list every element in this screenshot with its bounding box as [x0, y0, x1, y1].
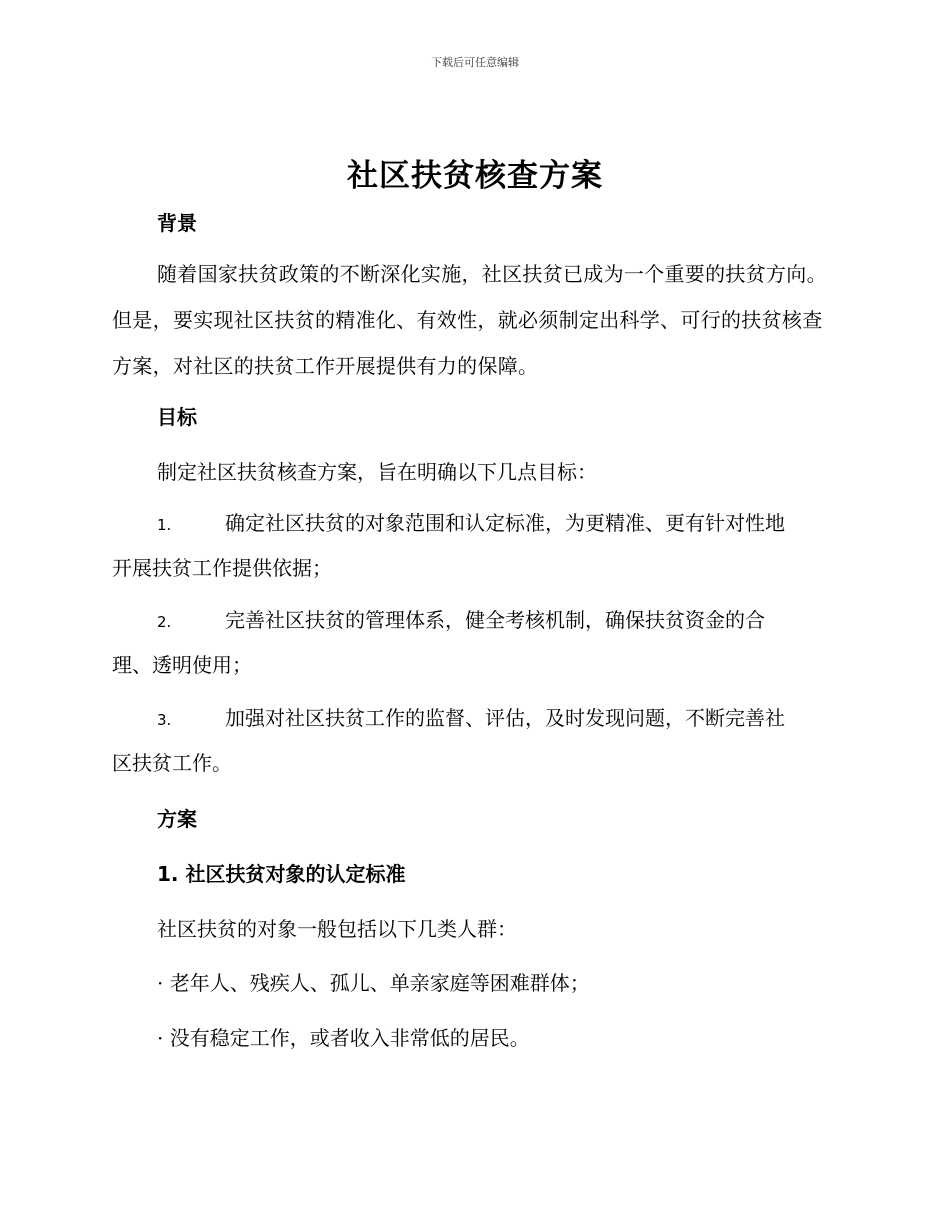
goal-text-line1: 完善社区扶贫的管理体系，健全考核机制，确保扶贫资金的合	[225, 608, 765, 632]
goal-number: 3.	[157, 711, 172, 729]
background-paragraph: 随着国家扶贫政策的不断深化实施，社区扶贫已成为一个重要的扶贫方向。但是，要实现社区扶贫的精准化、有效性，就必须制定出科学、可行的扶贫核查方案，对社区的扶贫工作开展提供有力的保障。	[112, 262, 827, 378]
goal-text-line2: 开展扶贫工作提供依据；	[112, 556, 332, 580]
goal-text-line2: 理、透明使用；	[112, 653, 252, 677]
section-heading-plan: 方案	[157, 807, 197, 831]
goal-item-1	[112, 502, 842, 590]
goals-intro: 制定社区扶贫核查方案，旨在明确以下几点目标：	[157, 460, 597, 484]
page-header-note: 下载后可任意编辑	[431, 56, 519, 69]
section-heading-background: 背景	[157, 211, 197, 235]
plan-bullet-1: · 老年人、残疾人、孤儿、单亲家庭等困难群体；	[157, 971, 590, 995]
goal-item-2	[112, 599, 842, 687]
plan-subheading-1: 1. 社区扶贫对象的认定标准	[157, 862, 406, 886]
goal-text-line2: 区扶贫工作。	[112, 751, 232, 775]
plan-intro: 社区扶贫的对象一般包括以下几类人群：	[157, 917, 517, 941]
goal-number: 1.	[157, 516, 172, 534]
goal-text-line1: 确定社区扶贫的对象范围和认定标准，为更精准、更有针对性地	[225, 511, 785, 535]
goal-number: 2.	[157, 613, 172, 631]
plan-bullet-2: · 没有稳定工作，或者收入非常低的居民。	[157, 1026, 530, 1050]
goal-text-line1: 加强对社区扶贫工作的监督、评估，及时发现问题，不断完善社	[225, 706, 785, 730]
goal-item-3	[112, 697, 842, 785]
document-title: 社区扶贫核查方案	[347, 158, 603, 194]
section-heading-goals: 目标	[157, 405, 197, 429]
